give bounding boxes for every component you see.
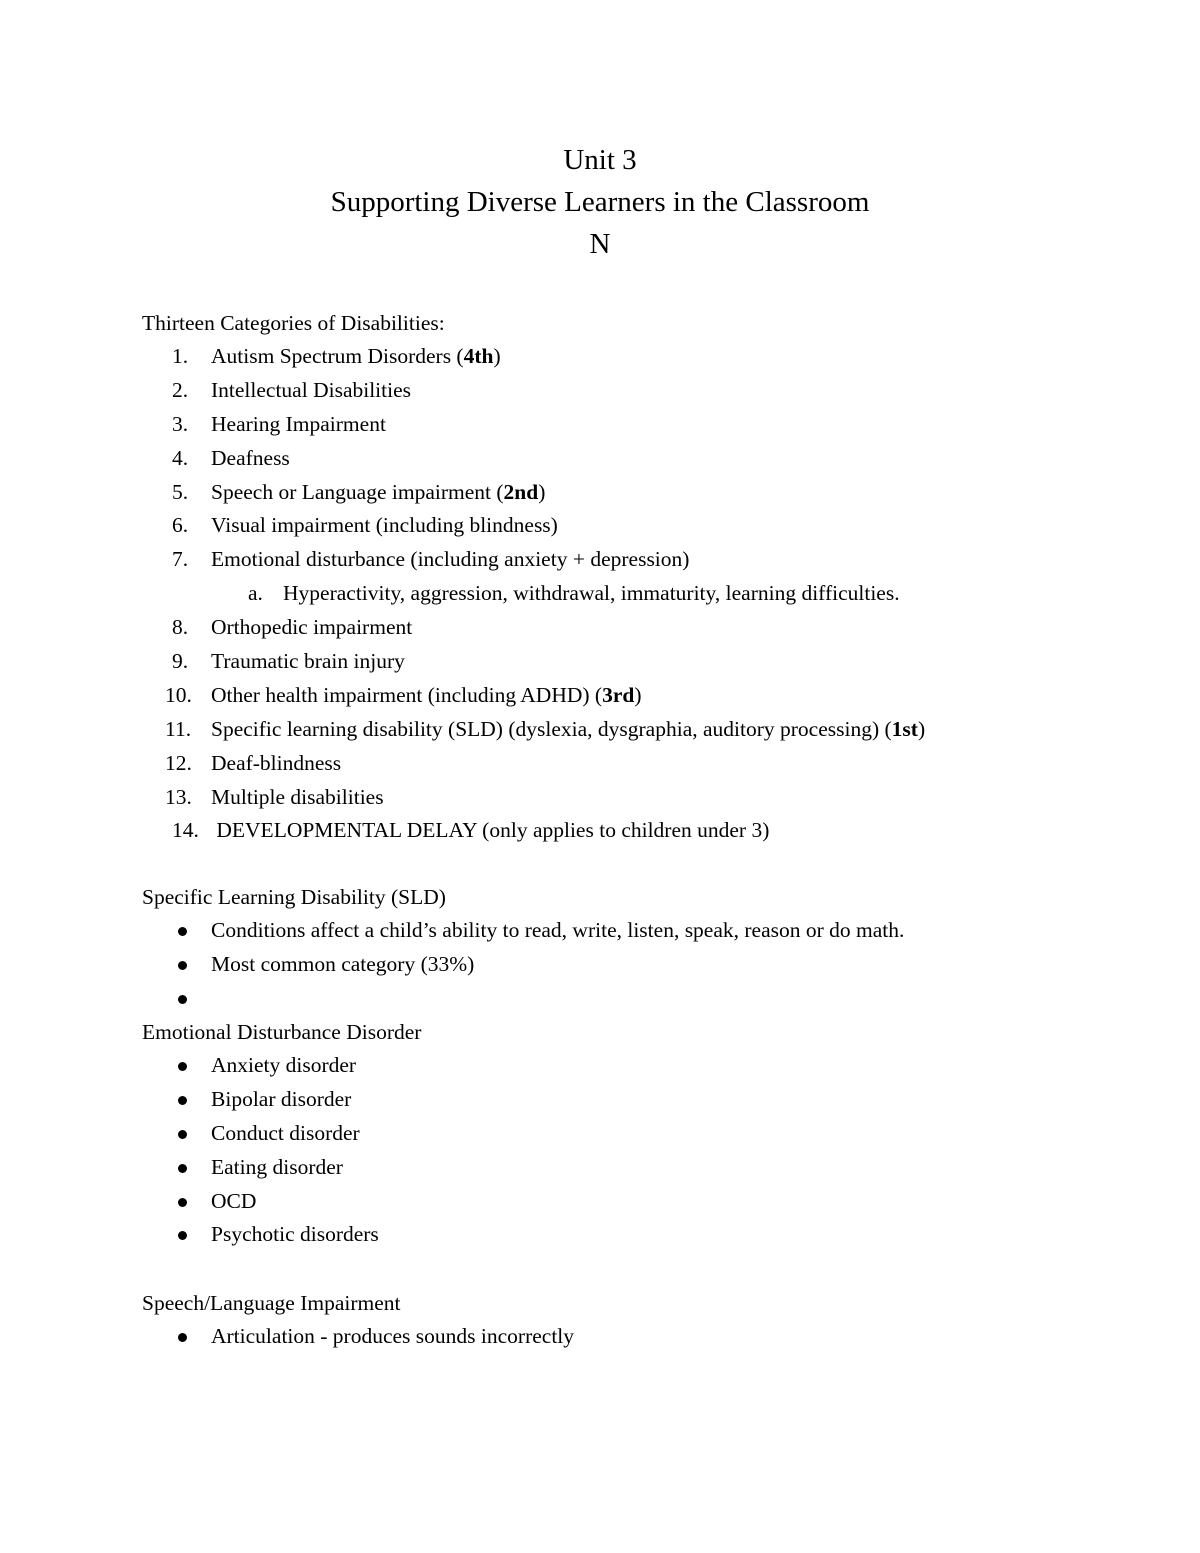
sub-list-item [0,577,1200,611]
emotional-heading: Emotional Disturbance Disorder [142,1020,422,1044]
list-item [0,1151,1200,1185]
item-text: Anxiety disorder [211,1053,357,1077]
bullet-icon [178,961,187,970]
bullet-icon [178,1096,187,1105]
speech-list [0,1320,1200,1354]
item-text: DEVELOPMENTAL DELAY (only applies to children under 3) [211,818,770,843]
list-item [0,982,1200,1016]
list-item [0,543,1200,577]
item-text: Emotional disturbance (including anxiety + depression) [211,547,690,572]
item-number: 9. [172,649,189,674]
list-item [0,1185,1200,1219]
list-item [0,679,1200,713]
item-number: 7. [172,547,189,572]
item-number: 5. [172,479,189,504]
bullet-icon [178,1198,187,1207]
item-number: 4. [172,445,189,470]
list-item [0,1218,1200,1252]
item-text: Orthopedic impairment [211,615,413,640]
item-text: OCD [211,1188,257,1213]
item-text: Intellectual Disabilities [211,377,412,402]
speech-heading: Speech/Language Impairment [142,1291,401,1315]
item-number: 3. [172,411,189,436]
item-text: Most common category (33%) [211,951,475,976]
sld-heading: Specific Learning Disability (SLD) [142,885,446,909]
bullet-icon [178,1130,187,1139]
item-text: Hearing Impairment [211,411,386,436]
item-number: 11. [165,716,192,741]
list-item [0,814,1200,848]
item-text: Articulation - produces sounds incorrectly [211,1324,575,1348]
list-item [0,408,1200,442]
bullet-icon [178,1164,187,1173]
bullet-icon [178,927,187,936]
sld-list [0,914,1200,1016]
item-number: 10. [165,682,192,707]
item-text: Conduct disorder [211,1120,360,1145]
item-text: Bipolar disorder [211,1086,352,1111]
list-item [0,340,1200,374]
list-item [0,374,1200,408]
list-item [0,1049,1200,1083]
item-text: Specific learning disability (SLD) (dyslexia, dysgraphia, auditory processing) (1st) [211,716,926,741]
item-text: Eating disorder [211,1154,343,1179]
item-number: 14. [172,818,199,843]
item-text: Visual impairment (including blindness) [211,513,558,538]
item-text: Multiple disabilities [211,784,384,809]
item-text: Psychotic disorders [211,1222,379,1247]
item-text: Other health impairment (including ADHD) (3rd) [211,682,642,707]
list-item [0,1117,1200,1151]
emotional-list [0,1049,1200,1252]
list-item [0,713,1200,747]
list-item [0,476,1200,510]
categories-list [0,340,1200,848]
list-item [0,611,1200,645]
list-item [0,948,1200,982]
author-initial: N [589,228,611,260]
item-number: 13. [165,784,192,809]
item-text: Traumatic brain injury [211,649,405,674]
sub-item-text: Hyperactivity, aggression, withdrawal, immaturity, learning difficulties. [283,581,900,606]
bullet-icon [178,1231,187,1240]
item-text: Autism Spectrum Disorders (4th) [211,344,501,368]
item-number: 6. [172,513,189,538]
list-item [0,1083,1200,1117]
list-item [0,914,1200,948]
item-number: 2. [172,377,189,402]
course-subtitle: Supporting Diverse Learners in the Classroom [330,186,870,218]
list-item [0,781,1200,815]
list-item [0,442,1200,476]
item-number: 1. [172,344,189,368]
categories-heading: Thirteen Categories of Disabilities: [142,311,445,335]
item-number: 12. [165,750,192,775]
item-text: Conditions affect a child’s ability to read, write, listen, speak, reason or do math. [211,918,905,942]
item-text: Deaf-blindness [211,750,342,775]
unit-title: Unit 3 [563,144,637,176]
bullet-icon [178,1062,187,1071]
bullet-icon [178,1333,187,1342]
sub-item-marker: a. [248,581,263,606]
item-number: 8. [172,615,189,640]
item-text: Deafness [211,445,290,470]
list-item [0,747,1200,781]
list-item [0,509,1200,543]
bullet-icon [178,995,187,1004]
item-text: Speech or Language impairment (2nd) [211,479,546,504]
list-item [0,1320,1200,1354]
list-item [0,645,1200,679]
